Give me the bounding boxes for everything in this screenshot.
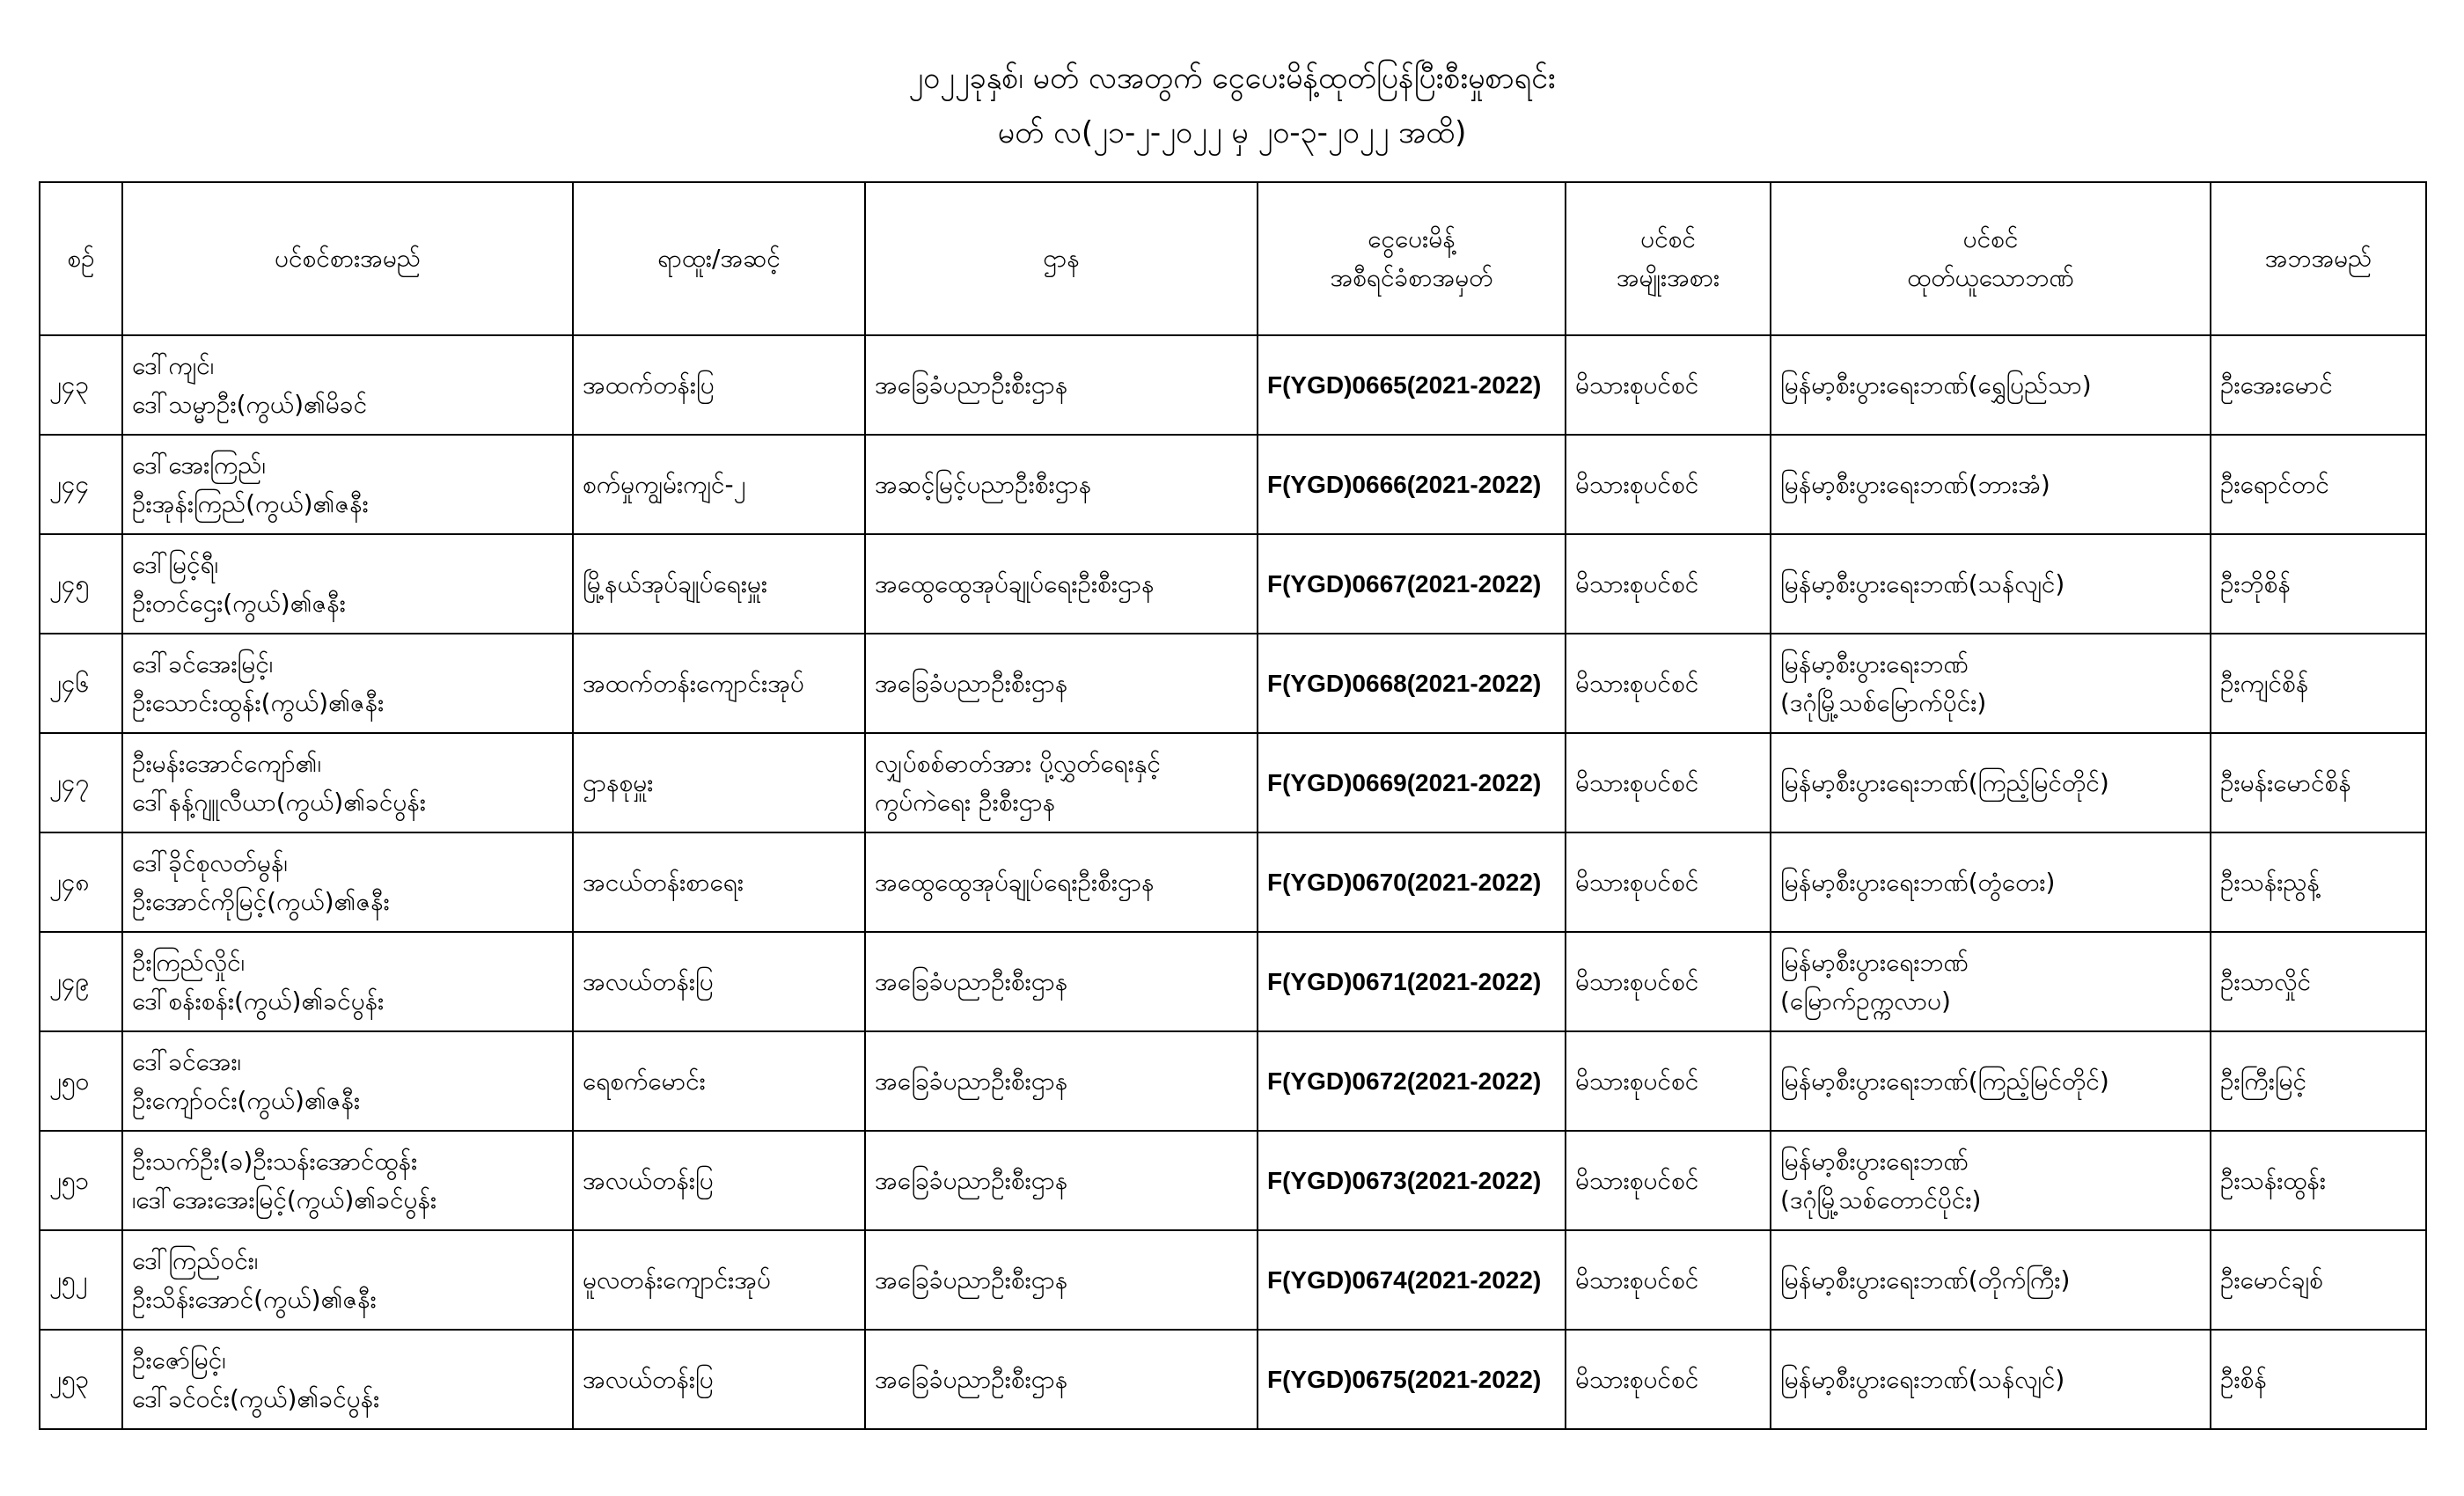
serial-no-cell: ၂၄၃ [40,335,122,435]
serial-no-cell: ၂၅၃ [40,1330,122,1429]
pensioner-name-line: ဦးအောင်ကိုမြင့်(ကွယ်)၏ဇနီး [132,886,390,916]
pensioner-name-line: ဦးကျော်ဝင်း(ကွယ်)၏ဇနီး [132,1085,361,1115]
pension-type-cell: မိသားစုပင်စင် [1566,733,1771,832]
table-row [40,534,2426,634]
bank-line: မြန်မာ့စီးပွားရေးဘဏ်(ကြည့်မြင်တိုင်) [1780,1066,2109,1096]
department-cell [865,435,1258,534]
bank-line: (မြောက်ဥက္ကလာပ) [1780,986,1951,1016]
header-label: စဉ် [67,244,95,273]
pension-type-cell: မိသားစုပင်စင် [1566,1131,1771,1230]
pension-table [39,181,2427,1430]
pension-type-cell: မိသားစုပင်စင် [1566,1031,1771,1131]
serial-no-cell: ၂၅၀ [40,1031,122,1131]
serial-no-cell: ၂၅၁ [40,1131,122,1230]
department-line: အခြေခံပညာဦးစီးဌာန [875,1066,1068,1096]
department-line: အခြေခံပညာဦးစီးဌာန [875,370,1068,400]
pensioner-name-line: ဦးမန်းအောင်ကျော်၏၊ [132,748,322,778]
department-line: အခြေခံပညာဦးစီးဌာန [875,1364,1068,1394]
rank-line: ဌာနစုမှူး [583,767,654,797]
pensioner-name-cell [122,932,573,1031]
serial-no-cell: ၂၄၄ [40,435,122,534]
report-no-cell: F(YGD)0671(2021-2022) [1258,932,1566,1031]
header-label: ငွေပေးမိန့် [1368,224,1456,253]
department-cell [865,733,1258,832]
table-row [40,733,2426,832]
pension-type-cell: မိသားစုပင်စင် [1566,335,1771,435]
serial-no-cell: ၂၄၇ [40,733,122,832]
report-no-cell: F(YGD)0668(2021-2022) [1258,634,1566,733]
header-label: အစီရင်ခံစာအမှတ် [1330,263,1493,292]
bank-cell [1771,534,2211,634]
father-name-cell: ဦးသန်းထွန်း [2211,1131,2426,1230]
bank-cell [1771,1330,2211,1429]
pensioner-name-line: ဒေါ်ကြည်ဝင်း၊ [132,1245,259,1275]
rank-cell [573,832,865,932]
pensioner-name-cell [122,335,573,435]
rank-line: မူလတန်းကျောင်းအုပ် [583,1265,771,1294]
bank-cell [1771,1131,2211,1230]
bank-line: မြန်မာ့စီးပွားရေးဘဏ်(တိုက်ကြီး) [1780,1265,2071,1294]
pension-type-cell: မိသားစုပင်စင် [1566,534,1771,634]
rank-cell [573,932,865,1031]
father-name-cell: ဦးသာလှိုင် [2211,932,2426,1031]
bank-line: (ဒဂုံမြို့သစ်မြောက်ပိုင်း) [1780,687,1987,717]
pensioner-name-cell [122,634,573,733]
header-rank [573,182,865,335]
pensioner-name-line: ဦးအုန်းကြည်(ကွယ်)၏ဇနီး [132,488,369,518]
pensioner-name-line: ဒေါ်စန်းစန်း(ကွယ်)၏ခင်ပွန်း [132,986,385,1016]
pensioner-name-cell [122,1131,573,1230]
serial-no-cell: ၂၄၉ [40,932,122,1031]
serial-no-cell: ၂၅၂ [40,1230,122,1330]
rank-line: အထက်တန်းကျောင်းအုပ် [583,668,804,698]
header-label: ထုတ်ယူသောဘဏ် [1907,263,2074,292]
pensioner-name-line: ဒေါ်ခင်အေးမြင့်၊ [132,649,274,678]
pensioner-name-cell [122,435,573,534]
table-row [40,1330,2426,1429]
pensioner-name-cell [122,733,573,832]
department-cell [865,932,1258,1031]
bank-line: မြန်မာ့စီးပွားရေးဘဏ်(ဘားအံ) [1780,469,2050,499]
header-department [865,182,1258,335]
pension-type-cell: မိသားစုပင်စင် [1566,1230,1771,1330]
bank-cell [1771,733,2211,832]
report-no-cell: F(YGD)0666(2021-2022) [1258,435,1566,534]
table-row [40,832,2426,932]
pensioner-name-cell [122,1230,573,1330]
header-label: ဌာန [1043,244,1080,273]
department-line: အခြေခံပညာဦးစီးဌာန [875,668,1068,698]
department-line: အဆင့်မြင့်ပညာဦးစီးဌာန [875,469,1092,499]
pensioner-name-line: ဒေါ်ခင်ဝင်း(ကွယ်)၏ခင်ပွန်း [132,1383,380,1413]
report-no-cell: F(YGD)0669(2021-2022) [1258,733,1566,832]
report-no-cell: F(YGD)0672(2021-2022) [1258,1031,1566,1131]
pensioner-name-line: ဒေါ်အေးကြည်၊ [132,450,266,480]
pensioner-name-line: ဒေါ်မြင့်ရီ၊ [132,549,219,579]
department-cell [865,634,1258,733]
bank-cell [1771,932,2211,1031]
pensioner-name-line: ဒေါ်ခင်အေး၊ [132,1046,241,1076]
table-header-row [40,182,2426,335]
header-serial-no [40,182,122,335]
department-line: အခြေခံပညာဦးစီးဌာန [875,1165,1068,1195]
header-label: အမျိုးအစား [1616,263,1720,292]
pensioner-name-line: ဦးသိန်းအောင်(ကွယ်)၏ဇနီး [132,1284,377,1314]
rank-cell [573,534,865,634]
bank-line: မြန်မာ့စီးပွားရေးဘဏ် [1780,649,1969,678]
department-cell [865,1230,1258,1330]
bank-line: မြန်မာ့စီးပွားရေးဘဏ်(သန်လျင်) [1780,568,2065,598]
pensioner-name-cell [122,832,573,932]
bank-line: မြန်မာ့စီးပွားရေးဘဏ်(တွံတေး) [1780,867,2056,897]
table-row [40,634,2426,733]
rank-line: အလယ်တန်းပြ [583,1364,714,1394]
rank-cell [573,335,865,435]
pension-type-cell: မိသားစုပင်စင် [1566,1330,1771,1429]
report-no-cell: F(YGD)0675(2021-2022) [1258,1330,1566,1429]
rank-cell [573,733,865,832]
bank-line: (ဒဂုံမြို့သစ်တောင်ပိုင်း) [1780,1184,1982,1214]
header-pensioner-name [122,182,573,335]
bank-cell [1771,435,2211,534]
rank-cell [573,1330,865,1429]
rank-line: အငယ်တန်းစာရေး [583,867,744,897]
bank-cell [1771,1230,2211,1330]
report-no-cell: F(YGD)0674(2021-2022) [1258,1230,1566,1330]
pensioner-name-cell [122,534,573,634]
rank-cell [573,634,865,733]
table-row [40,435,2426,534]
rank-cell [573,1031,865,1131]
department-cell [865,335,1258,435]
pensioner-name-line: ၊ဒေါ်အေးအေးမြင့်(ကွယ်)၏ခင်ပွန်း [132,1184,437,1214]
pension-type-cell: မိသားစုပင်စင် [1566,435,1771,534]
bank-line: မြန်မာ့စီးပွားရေးဘဏ်(ရွှေပြည်သာ) [1780,370,2092,400]
header-label: ပင်စင်စားအမည် [275,244,421,273]
header-label: ပင်စင် [1640,224,1696,253]
report-no-cell: F(YGD)0667(2021-2022) [1258,534,1566,634]
bank-cell [1771,634,2211,733]
department-line: အထွေထွေအုပ်ချုပ်ရေးဦးစီးဌာန [875,568,1155,598]
report-no-cell: F(YGD)0673(2021-2022) [1258,1131,1566,1230]
header-bank [1771,182,2211,335]
bank-line: မြန်မာ့စီးပွားရေးဘဏ် [1780,947,1969,977]
pensioner-name-line: ဒေါ်နန့်ဂျူလီယာ(ကွယ်)၏ခင်ပွန်း [132,787,426,817]
father-name-cell: ဦးအေးမောင် [2211,335,2426,435]
pensioner-name-line: ဦးသောင်းထွန်း(ကွယ်)၏ဇနီး [132,687,385,717]
father-name-cell: ဦးမောင်ချစ် [2211,1230,2426,1330]
pensioner-name-line: ဒေါ်ကျင်၊ [132,350,215,380]
bank-cell [1771,335,2211,435]
rank-line: အထက်တန်းပြ [583,370,715,400]
father-name-cell: ဦးကျင်စိန် [2211,634,2426,733]
table-body [40,335,2426,1429]
department-cell [865,1031,1258,1131]
bank-cell [1771,1031,2211,1131]
pension-type-cell: မိသားစုပင်စင် [1566,634,1771,733]
table-row [40,932,2426,1031]
department-line: လျှပ်စစ်ဓာတ်အား ပို့လွှတ်ရေးနှင့် [875,748,1161,778]
document-header [0,51,2464,160]
pensioner-name-line: ဦးဇော်မြင့်၊ [132,1345,226,1375]
bank-cell [1771,832,2211,932]
pensioner-name-cell [122,1330,573,1429]
table-row [40,1230,2426,1330]
father-name-cell: ဦးရောင်တင် [2211,435,2426,534]
rank-cell [573,1230,865,1330]
pensioner-name-line: ဦးတင်ဌေး(ကွယ်)၏ဇနီး [132,588,346,618]
table-row [40,335,2426,435]
rank-line: ရေစက်မောင်း [583,1066,706,1096]
bank-line: မြန်မာ့စီးပွားရေးဘဏ်(ကြည့်မြင်တိုင်) [1780,767,2109,797]
report-no-cell: F(YGD)0665(2021-2022) [1258,335,1566,435]
father-name-cell: ဦးစိန် [2211,1330,2426,1429]
report-no-cell: F(YGD)0670(2021-2022) [1258,832,1566,932]
pensioner-name-line: ဒေါ်သမ္မာဦး(ကွယ်)၏မိခင် [132,389,368,419]
serial-no-cell: ၂၄၅ [40,534,122,634]
rank-line: စက်မှုကျွမ်းကျင်-၂ [583,469,746,499]
bank-line: မြန်မာ့စီးပွားရေးဘဏ် [1780,1146,1969,1176]
pensioner-name-line: ဦးကြည်လှိုင်၊ [132,947,246,977]
document-subtitle: မတ် လ(၂၁-၂-၂၀၂၂ မှ ၂၀-၃-၂၀၂၂ အထိ) [997,115,1467,150]
table-row [40,1031,2426,1131]
department-cell [865,534,1258,634]
rank-line: မြို့နယ်အုပ်ချုပ်ရေးမှူး [583,568,768,598]
pension-type-cell: မိသားစုပင်စင် [1566,832,1771,932]
pensioner-name-line: ဦးသက်ဦး(ခ)ဦးသန်းအောင်ထွန်း [132,1146,418,1176]
serial-no-cell: ၂၄၆ [40,634,122,733]
pensioner-name-line: ဒေါ်ခိုင်စုလတ်မွန်၊ [132,847,288,877]
rank-cell [573,1131,865,1230]
serial-no-cell: ၂၄၈ [40,832,122,932]
pensioner-name-cell [122,1031,573,1131]
father-name-cell: ဦးကြီးမြင့် [2211,1031,2426,1131]
document-title: ၂၀၂၂ခုနှစ်၊ မတ် လအတွက် ငွေပေးမိန့်ထုတ်ပြန်ပြီးစီးမှုစာရင်း [908,61,1556,96]
father-name-cell: ဦးသန်းညွန့် [2211,832,2426,932]
rank-line: အလယ်တန်းပြ [583,1165,714,1195]
department-line: အခြေခံပညာဦးစီးဌာန [875,1265,1068,1294]
header-label: ပင်စင် [1962,224,2019,253]
father-name-cell: ဦးဘိုစိန် [2211,534,2426,634]
table-row [40,1131,2426,1230]
department-cell [865,1131,1258,1230]
rank-cell [573,435,865,534]
department-cell [865,1330,1258,1429]
header-pension-type [1566,182,1771,335]
rank-line: အလယ်တန်းပြ [583,966,714,996]
department-line: အခြေခံပညာဦးစီးဌာန [875,966,1068,996]
father-name-cell: ဦးမန်းမောင်စိန် [2211,733,2426,832]
pension-type-cell: မိသားစုပင်စင် [1566,932,1771,1031]
header-label: အဘအမည် [2264,244,2372,273]
department-cell [865,832,1258,932]
header-report-no [1258,182,1566,335]
header-label: ရာထူး/အဆင့် [657,244,781,273]
bank-line: မြန်မာ့စီးပွားရေးဘဏ်(သန်လျင်) [1780,1364,2065,1394]
department-line: အထွေထွေအုပ်ချုပ်ရေးဦးစီးဌာန [875,867,1155,897]
department-line: ကွပ်ကဲရေး ဦးစီးဌာန [875,787,1056,817]
header-father-name [2211,182,2426,335]
